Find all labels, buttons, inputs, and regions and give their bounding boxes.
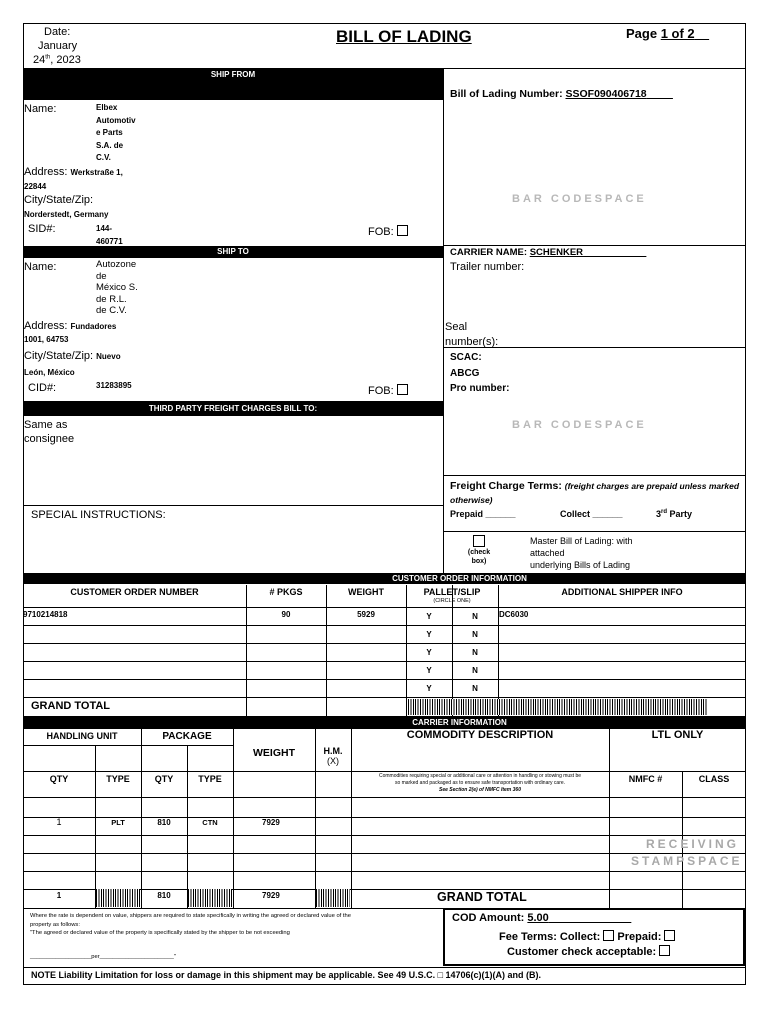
hu-type: PLT (111, 818, 125, 827)
divider (443, 475, 746, 476)
hatched-area (188, 889, 232, 907)
scac: SCAC: ABCG (450, 352, 482, 379)
master-bol-label: Master Bill of Lading: with attached underlying Bills of Lading (530, 536, 633, 570)
hatched-area (316, 889, 350, 907)
trailer-number: Trailer number: (450, 261, 525, 273)
pallet-yes-option[interactable]: Y (426, 648, 432, 657)
grid-line (23, 835, 746, 836)
divider (23, 967, 746, 968)
carrier-name: CARRIER NAME: SCHENKER (450, 247, 584, 258)
ship-from-sid: 144- 460771 (96, 224, 123, 246)
pkg-qty: 810 (157, 818, 171, 827)
col-hu-qty: QTY (49, 774, 69, 784)
grid-line (246, 585, 247, 716)
date-day-year: 24th, 2023 (33, 54, 81, 66)
grid-line (609, 771, 746, 772)
ship-to-csz: City/State/Zip: Nuevo (24, 350, 121, 362)
grid-line (609, 729, 610, 908)
fee-terms[interactable]: Fee Terms: Collect: Prepaid: (499, 930, 675, 943)
date-month: January (38, 40, 78, 52)
grid-line (498, 585, 499, 716)
grid-line (23, 607, 746, 608)
ship-from-sid-label: SID#: (28, 223, 56, 235)
pallet-yes-option[interactable]: Y (426, 612, 432, 621)
fob-checkbox[interactable] (397, 384, 408, 395)
total-hu-qty: 1 (56, 891, 62, 900)
ship-to-address-2: 1001, 64753 (24, 335, 69, 344)
ship-from-name-label: Name: (24, 103, 57, 115)
stamp-space: STAMPSPACE (631, 854, 743, 868)
grid-line (23, 625, 746, 626)
col-weight: WEIGHT (348, 587, 384, 597)
col-package: PACKAGE (162, 731, 212, 742)
customer-check-checkbox[interactable] (659, 945, 670, 956)
check-box-note: (check box) (467, 549, 491, 565)
prepaid-option[interactable]: Prepaid ______ (450, 509, 516, 519)
page-title: BILL OF LADING (336, 27, 472, 46)
col-pkg-qty: QTY (154, 774, 174, 784)
weight: 5929 (357, 610, 375, 619)
pallet-yes-option[interactable]: Y (426, 666, 432, 675)
ship-to-cid-label: CID#: (28, 382, 57, 394)
pallet-yes-option[interactable]: Y (426, 684, 432, 693)
hatched-area (96, 889, 140, 907)
ship-to-cid: 31283895 (96, 381, 132, 390)
col-class: CLASS (698, 774, 730, 784)
col-hu-type: TYPE (106, 774, 130, 784)
third-party-header: THIRD PARTY FREIGHT CHARGES BILL TO: (23, 401, 443, 416)
col-pkgs: # PKGS (269, 587, 303, 597)
grid-line (23, 643, 746, 644)
ship-to-csz-2: León, México (24, 368, 75, 377)
ship-from-address: Address: Werkstraße 1, (24, 166, 123, 178)
customer-order-header: CUSTOMER ORDER INFORMATION (23, 573, 746, 584)
ship-from-name: Elbex Automotiv e Parts S.A. de C.V. (96, 103, 136, 162)
column-divider (443, 68, 444, 573)
grid-line (23, 745, 233, 746)
bol-number: Bill of Lading Number: SSOF090406718 (450, 88, 647, 100)
master-bol-checkbox[interactable] (473, 535, 485, 547)
fob-checkbox[interactable] (397, 225, 408, 236)
slip-no-option[interactable]: N (472, 630, 478, 639)
grid-line (23, 697, 746, 698)
slip-no-option[interactable]: N (472, 666, 478, 675)
divider (443, 245, 746, 246)
ship-to-address: Address: Fundadores (24, 320, 117, 332)
col-handling-unit: HANDLING UNIT (46, 731, 118, 741)
grid-line (23, 679, 746, 680)
grand-total-label: GRAND TOTAL (437, 890, 527, 904)
seal-numbers: Seal number(s): (445, 321, 499, 348)
col-order-number: CUSTOMER ORDER NUMBER (70, 587, 199, 597)
special-instructions-label: SPECIAL INSTRUCTIONS: (31, 509, 166, 521)
grid-line (23, 661, 746, 662)
ship-from-csz-label: City/State/Zip: (24, 194, 94, 206)
prepaid-checkbox[interactable] (664, 930, 675, 941)
hatched-area (408, 699, 708, 715)
ship-to-name-label: Name: (24, 261, 57, 273)
divider (443, 531, 746, 532)
liability-note: NOTE Liability Limitation for loss or damage in this shipment may be applicable. See 49 U.S.C. □ 14706(c)(1)(A) and (B). (31, 970, 542, 980)
ship-to-name: Autozone de México S. de R.L. de C.V. (96, 259, 138, 316)
barcode-space: BAR CODESPACE (512, 193, 647, 205)
col-nmfc: NMFC # (628, 774, 663, 784)
receiving-stamp: RECEIVING (646, 837, 740, 851)
weight: 7929 (262, 818, 280, 827)
hu-qty: 1 (56, 817, 62, 827)
total-weight: 7929 (262, 891, 280, 900)
grid-line (351, 729, 352, 908)
order-number: 9710214818 (23, 610, 68, 619)
additional-info: DC6030 (499, 610, 529, 619)
page-number: Page 1 of 2 (626, 26, 695, 41)
total-pkg-qty: 810 (157, 891, 171, 900)
circle-one-note: (CIRCLE ONE) (433, 598, 471, 604)
cod-amount: COD Amount: 5.00 (452, 912, 549, 924)
declared-value-per: ___________________per_______________________" (30, 954, 176, 960)
col-weight: WEIGHT (253, 747, 295, 759)
col-pallet-slip: PALLET/SLIP (423, 587, 481, 597)
collect-checkbox[interactable] (603, 930, 614, 941)
col-hm: H.M. (X) (323, 746, 343, 766)
pallet-yes-option[interactable]: Y (426, 630, 432, 639)
col-additional-info: ADDITIONAL SHIPPER INFO (561, 587, 683, 597)
ship-from-address-2: 22844 (24, 182, 47, 191)
grid-line (23, 797, 746, 798)
customer-check[interactable]: Customer check acceptable: (507, 945, 670, 958)
ship-from-fob[interactable]: FOB: (368, 225, 408, 238)
date-label: Date: (44, 26, 71, 38)
collect-option[interactable]: Collect ______ (560, 509, 623, 519)
third-party-option[interactable]: 3rd Party (656, 509, 693, 519)
divider (443, 347, 746, 348)
third-party-bill-to: Same as consignee (24, 419, 75, 445)
col-pkg-type: TYPE (198, 774, 222, 784)
grid-line (326, 585, 327, 716)
col-commodity: COMMODITY DESCRIPTION (406, 729, 554, 741)
pkgs: 90 (281, 610, 291, 619)
col-ltl-only: LTL ONLY (651, 729, 704, 741)
pro-number: Pro number: (450, 383, 510, 394)
freight-charge-terms: Freight Charge Terms: (freight charges are prepaid unless marked otherwise) (450, 480, 740, 505)
divider (23, 505, 443, 506)
pkg-type: CTN (202, 818, 218, 827)
carrier-info-header: CARRIER INFORMATION (23, 717, 746, 729)
grid-line (23, 871, 746, 872)
ship-to-fob[interactable]: FOB: (368, 384, 408, 397)
slip-no-option[interactable]: N (472, 648, 478, 657)
slip-no-option[interactable]: N (472, 612, 478, 621)
ship-from-header: SHIP FROM (23, 69, 443, 100)
declared-value-note: Where the rate is dependent on value, shippers are required to state specifically in writing the agreed or declared value of the property as follows: "The agreed or declared value of the property is specifically stated by the shipper to be not exceeding (30, 913, 351, 936)
ship-to-header: SHIP TO (23, 246, 443, 258)
ship-from-csz: Norderstedt, Germany (24, 210, 109, 219)
commodity-note: Commodities requiring special or additional care or attention in handling or stowing must be so marked and packaged as to ensure safe transportation with ordinary care. See Section 2(e) of NMFC Item 360 (378, 773, 582, 793)
slip-no-option[interactable]: N (472, 684, 478, 693)
barcode-space: BAR CODESPACE (512, 419, 647, 431)
grand-total-label: GRAND TOTAL (31, 700, 111, 712)
